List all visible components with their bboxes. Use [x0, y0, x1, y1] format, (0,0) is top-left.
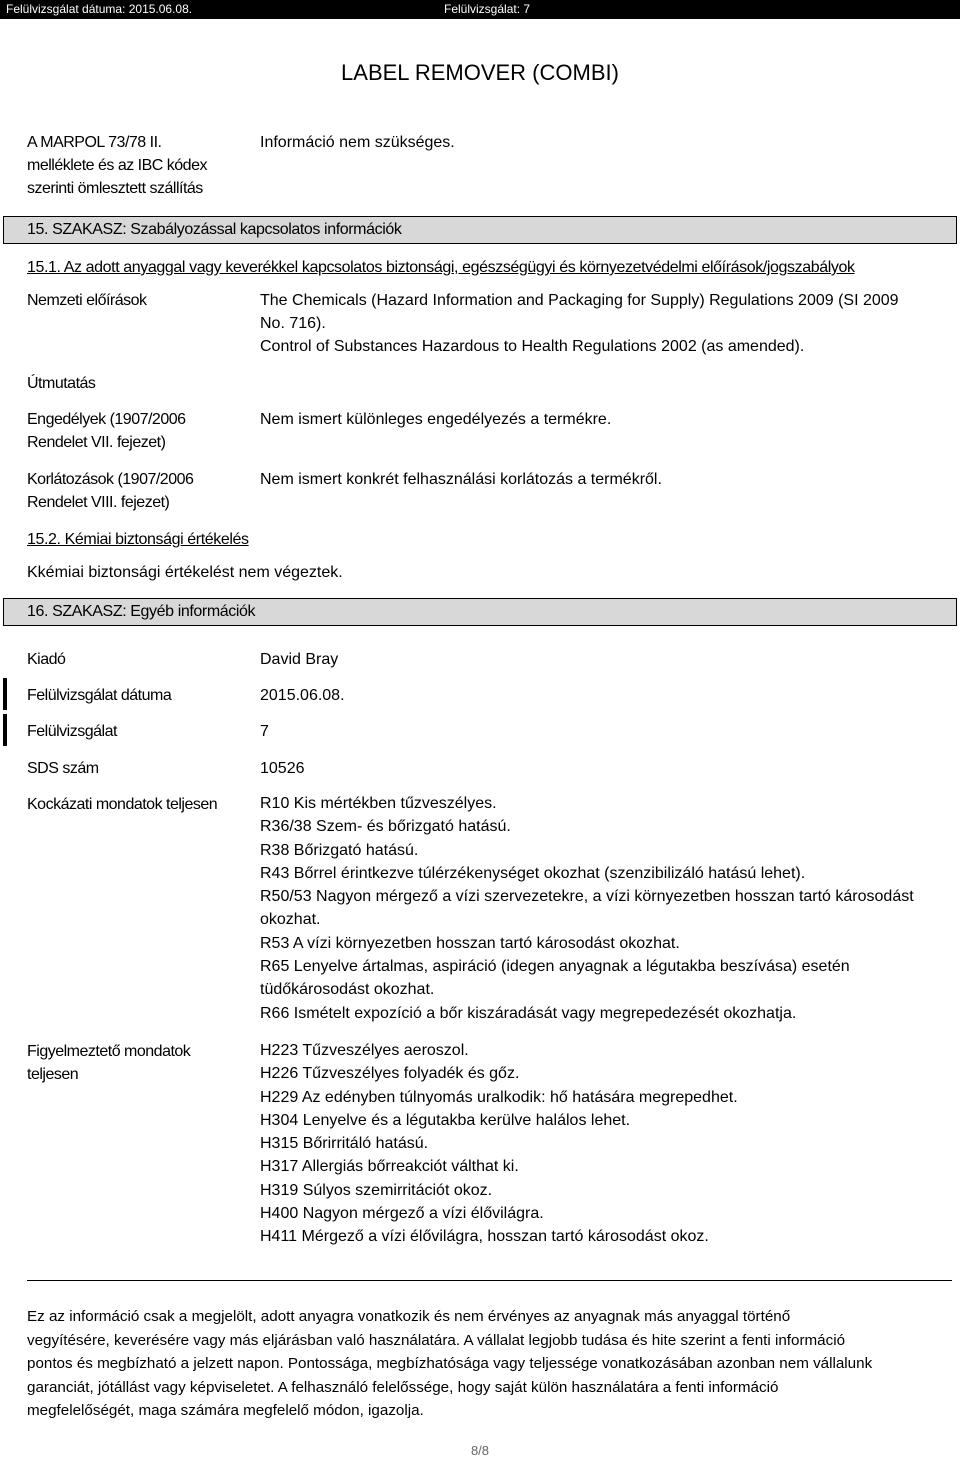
national-regulations-line: The Chemicals (Hazard Information and Packaging for Supply) Regulations 2009 (SI 2009 — [260, 292, 899, 309]
disclaimer — [27, 1305, 955, 1423]
risk-phrase: R50/53 Nagyon mérgező a vízi szervezetekre, a vízi környezetben hosszan tartó károsodást — [260, 888, 914, 906]
review-date-label: Felülvizsgálat dátuma — [27, 687, 172, 704]
restrictions-label-line: Korlátozások (1907/2006 — [27, 471, 194, 488]
document-header-bar — [0, 0, 960, 19]
hazard-statement: H304 Lenyelve és a légutakba kerülve halálos lehet. — [260, 1111, 631, 1129]
authorisations-label-line: Engedélyek (1907/2006 — [27, 411, 186, 428]
restrictions-label-line: Rendelet VIII. fejezet) — [27, 494, 170, 511]
header-review-date: Felülvizsgálat dátuma: 2015.06.08. — [6, 2, 193, 16]
risk-phrase: R38 Bőrizgató hatású. — [260, 841, 419, 859]
risk-phrase: R43 Bőrrel érintkezve túlérzékenységet okozhat (szenzibilizáló hatású lehet). — [260, 864, 806, 882]
issuer-value: David Bray — [260, 651, 339, 668]
header-revision: Felülvizsgálat: 7 — [444, 2, 531, 16]
marpol-label — [27, 131, 252, 200]
issuer-label: Kiadó — [27, 651, 66, 668]
hazard-statement: H317 Allergiás bőrreakciót válthat ki. — [260, 1158, 519, 1176]
chemical-safety-assessment-text: Kkémiai biztonsági értékelést nem végeztek. — [27, 564, 343, 581]
hazard-statement: H411 Mérgező a vízi élővilágra, hosszan tartó károsodást okoz. — [260, 1228, 709, 1246]
risk-phrases-label: Kockázati mondatok teljesen — [27, 796, 218, 813]
national-regulations-value — [260, 289, 950, 359]
hazard-statements-label-line: teljesen — [27, 1066, 79, 1083]
authorisations-label-line: Rendelet VII. fejezet) — [27, 434, 166, 451]
guidance-label: Útmutatás — [27, 375, 96, 392]
restrictions-label — [27, 468, 252, 514]
section-15-header — [3, 216, 957, 244]
section-divider — [27, 1280, 952, 1281]
disclaimer-line: megfelelőségét, maga számára megfelelő módon, igazolja. — [27, 1402, 424, 1419]
risk-phrase: R36/38 Szem- és bőrizgató hatású. — [260, 818, 511, 836]
restrictions-value: Nem ismert konkrét felhasználási korlátozás a termékről. — [260, 471, 662, 488]
hazard-statements-label-line: Figyelmeztető mondatok — [27, 1043, 191, 1060]
section-15-2-title: 15.2. Kémiai biztonsági értékelés — [27, 531, 249, 548]
hazard-statement: H319 Súlyos szemirritációt okoz. — [260, 1181, 493, 1199]
revision-value: 7 — [260, 723, 269, 740]
authorisations-label — [27, 408, 252, 454]
section-15-1-title: 15.1. Az adott anyaggal vagy keverékkel kapcsolatos biztonsági, egészségügyi és környezetvédelmi előírások/jogszabályok — [27, 259, 855, 276]
section-15-2-heading — [27, 529, 249, 551]
section-15-title: 15. SZAKASZ: Szabályozással kapcsolatos információk — [27, 221, 402, 238]
disclaimer-line: pontos és megbízható a jelzett napon. Pontossága, megbízhatósága vagy teljessége vonatkozásában azonban nem vállalunk — [27, 1355, 873, 1372]
risk-phrase: tüdőkárosodást okozhat. — [260, 981, 435, 999]
disclaimer-line: garanciát, jótállást vagy képviseletet. A felhasználó felelőssége, hogy saját külön használatára a fenti információ — [27, 1378, 779, 1396]
revision-change-bar — [3, 714, 7, 746]
hazard-statement: H223 Tűzveszélyes aeroszol. — [260, 1042, 469, 1059]
national-regulations-label: Nemzeti előírások — [27, 292, 147, 309]
sds-number-value: 10526 — [260, 760, 305, 777]
national-regulations-line: Control of Substances Hazardous to Health Regulations 2002 (as amended). — [260, 338, 805, 356]
marpol-label-line: melléklete és az IBC kódex — [27, 157, 207, 174]
section-15-1-heading — [27, 257, 855, 279]
risk-phrase: R65 Lenyelve ártalmas, aspiráció (idegen anyagnak a légutakba beszívása) esetén — [260, 958, 850, 976]
sds-number-label: SDS szám — [27, 760, 99, 777]
hazard-statement: H315 Bőrirritáló hatású. — [260, 1135, 429, 1153]
section-16-header — [3, 598, 957, 626]
review-date-value: 2015.06.08. — [260, 687, 345, 704]
section-16-title: 16. SZAKASZ: Egyéb információk — [27, 603, 256, 620]
marpol-label-line: szerinti ömlesztett szállítás — [27, 180, 203, 197]
hazard-statement: H400 Nagyon mérgező a vízi élővilágra. — [260, 1205, 544, 1223]
hazard-statements-label — [27, 1040, 252, 1086]
disclaimer-line: vegyítésére, keverésére vagy más eljárásban való használatára. A vállalat legjobb tudása és hite szerint a fenti információ — [27, 1331, 846, 1349]
risk-phrases-list — [260, 792, 950, 1025]
risk-phrase: okozhat. — [260, 911, 321, 929]
hazard-statement: H229 Az edényben túlnyomás uralkodik: hő hatására megrepedhet. — [260, 1088, 738, 1106]
marpol-value: Információ nem szükséges. — [260, 134, 455, 151]
risk-phrase: R10 Kis mértékben tűzveszélyes. — [260, 795, 497, 812]
risk-phrase: R66 Ismételt expozíció a bőr kiszáradását vagy megrepedezését okozhatja. — [260, 1004, 797, 1022]
revision-label: Felülvizsgálat — [27, 723, 117, 740]
page-number: 8/8 — [470, 1443, 490, 1458]
national-regulations-line: No. 716). — [260, 315, 326, 333]
hazard-statements-list — [260, 1039, 950, 1249]
hazard-statement: H226 Tűzveszélyes folyadék és gőz. — [260, 1065, 520, 1083]
document-title: LABEL REMOVER (COMBI) — [341, 60, 619, 85]
revision-change-bar — [3, 678, 7, 710]
authorisations-value: Nem ismert különleges engedélyezés a termékre. — [260, 411, 612, 428]
marpol-label-line: A MARPOL 73/78 II. — [27, 134, 162, 151]
disclaimer-line: Ez az információ csak a megjelölt, adott anyagra vonatkozik és nem érvényes az anyagnak más anyaggal történő — [27, 1308, 791, 1325]
risk-phrase: R53 A vízi környezetben hosszan tartó károsodást okozhat. — [260, 934, 680, 952]
